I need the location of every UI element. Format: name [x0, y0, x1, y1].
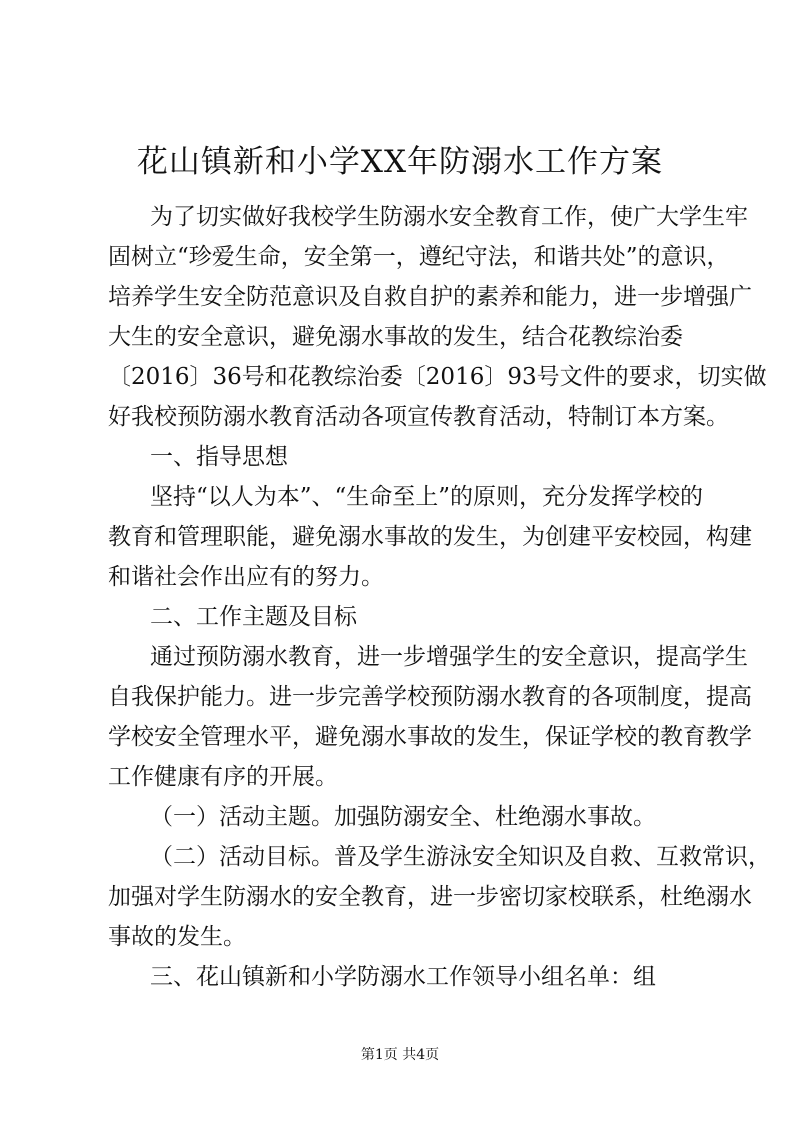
section2-line-4: 工作健康有序的开展。: [108, 764, 338, 790]
section2-line-3: 学校安全管理水平，避免溺水事故的发生，保证学校的教育教学: [108, 724, 752, 750]
document-title: 花山镇新和小学XX年防溺水工作方案: [136, 144, 664, 180]
activity-goals-line-1: （二）活动目标。普及学生游泳安全知识及自救、互救常识，: [150, 844, 771, 870]
section2-line-2: 自我保护能力。进一步完善学校预防溺水教育的各项制度，提高: [108, 684, 752, 710]
section2-heading: 二、工作主题及目标: [150, 604, 357, 630]
intro-line-2: 固树立“珍爱生命，安全第一，遵纪守法，和谐共处”的意识，: [108, 244, 730, 270]
section1-heading: 一、指导思想: [150, 444, 288, 470]
section1-line-2: 教育和管理职能，避免溺水事故的发生，为创建平安校园，构建: [108, 524, 752, 550]
intro-line-4: 大生的安全意识，避免溺水事故的发生，结合花教综治委: [108, 324, 683, 350]
page-number-footer: 第1页 共4页: [360, 1047, 440, 1063]
activity-goals-line-2: 加强对学生防溺水的安全教育，进一步密切家校联系，杜绝溺水: [108, 884, 752, 910]
section3-heading: 三、花山镇新和小学防溺水工作领导小组名单：组: [150, 964, 656, 990]
section1-line-1: 坚持“以人为本”、“生命至上”的原则，充分发挥学校的: [150, 484, 704, 510]
section1-line-3: 和谐社会作出应有的努力。: [108, 564, 384, 590]
section2-line-1: 通过预防溺水教育，进一步增强学生的安全意识，提高学生: [150, 644, 748, 670]
intro-line-5: 〔2016〕36号和花教综治委〔2016〕93号文件的要求，切实做: [108, 364, 767, 390]
intro-line-6: 好我校预防溺水教育活动各项宣传教育活动，特制订本方案。: [108, 404, 729, 430]
activity-theme: （一）活动主题。加强防溺安全、杜绝溺水事故。: [150, 804, 656, 830]
activity-goals-line-3: 事故的发生。: [108, 924, 246, 950]
intro-line-1: 为了切实做好我校学生防溺水安全教育工作，使广大学生牢: [150, 204, 748, 230]
intro-line-3: 培养学生安全防范意识及自救自护的素养和能力，进一步增强广: [108, 284, 752, 310]
